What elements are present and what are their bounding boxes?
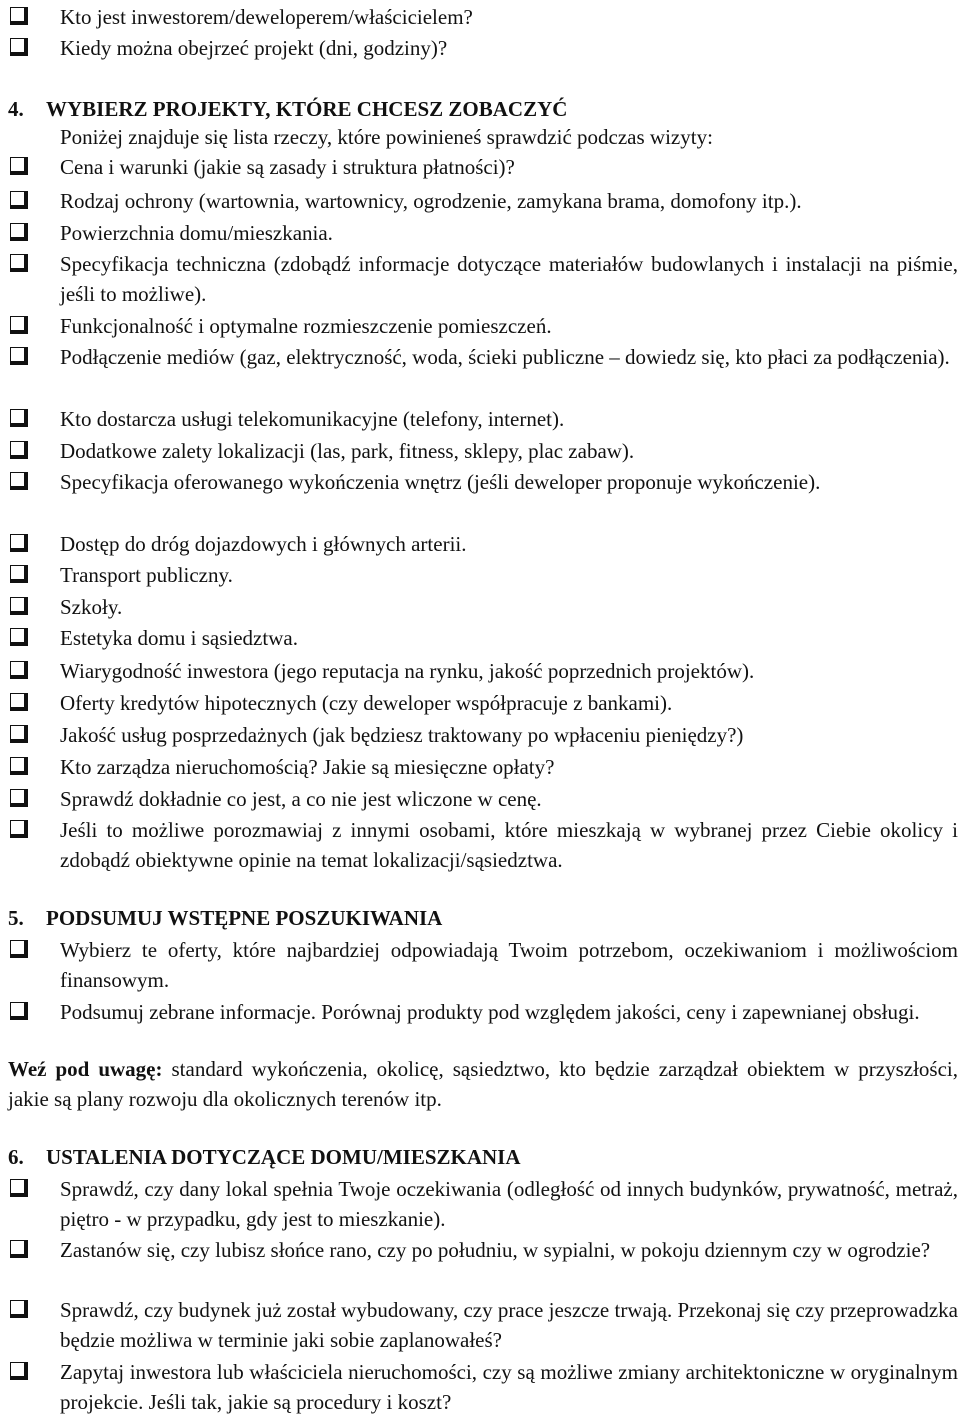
checklist-item bbox=[0, 815, 958, 875]
checklist-item-text: Wybierz te oferty, które najbardziej odpowiadają Twoim potrzebom, oczekiwaniom i możliwościom finansowym. bbox=[60, 938, 958, 992]
checklist-item bbox=[0, 560, 958, 590]
checkbox-icon[interactable] bbox=[10, 347, 28, 365]
checklist-item-text: Sprawdź dokładnie co jest, a co nie jest wliczone w cenę. bbox=[60, 787, 542, 811]
checklist-item bbox=[0, 720, 958, 750]
section-heading-6 bbox=[8, 1142, 521, 1172]
checkbox-icon[interactable] bbox=[10, 472, 28, 490]
checklist-item-text: Zastanów się, czy lubisz słońce rano, czy po południu, w sypialni, w pokoju dziennym czy w ogrodzie? bbox=[60, 1238, 931, 1262]
checklist-item-text: Sprawdź, czy budynek już został wybudowany, czy prace jeszcze trwają. Przekonaj się czy przeprowadzka będzie możliwa w terminie jaki sobie zaplanowałeś? bbox=[60, 1298, 958, 1352]
checklist-item bbox=[0, 1235, 958, 1265]
checklist-item bbox=[0, 436, 958, 466]
checklist-item-text: Zapytaj inwestora lub właściciela nieruchomości, czy są możliwe zmiany architektoniczne w oryginalnym projekcie. Jeśli tak, jakie są procedury i koszt? bbox=[60, 1360, 958, 1414]
checklist-item-text: Dostęp do dróg dojazdowych i głównych arterii. bbox=[60, 532, 467, 556]
checkbox-icon[interactable] bbox=[10, 38, 28, 56]
checklist-item-text: Kto dostarcza usługi telekomunikacyjne (telefony, internet). bbox=[60, 407, 565, 431]
checklist-item-text: Podsumuj zebrane informacje. Porównaj produkty pod względem jakości, ceny i zapewnianej obsługi. bbox=[60, 1000, 920, 1024]
checkbox-icon[interactable] bbox=[10, 628, 28, 646]
checklist-item-text: Podłączenie mediów (gaz, elektryczność, woda, ścieki publiczne – dowiedz się, kto płaci za podłączenia). bbox=[60, 345, 950, 369]
checkbox-icon[interactable] bbox=[10, 441, 28, 459]
checklist-item-text: Jeśli to możliwe porozmawiaj z innymi osobami, które mieszkają w wybranej przez Ciebie okolicy i zdobądź obiektywne opinie na temat lokalizacji/sąsiedztwa. bbox=[60, 818, 958, 872]
checkbox-icon[interactable] bbox=[10, 940, 28, 958]
checklist-item-text: Powierzchnia domu/mieszkania. bbox=[60, 221, 333, 245]
checkbox-icon[interactable] bbox=[10, 254, 28, 272]
checklist-item-text: Kto zarządza nieruchomością? Jakie są miesięczne opłaty? bbox=[60, 755, 555, 779]
checklist-item bbox=[0, 152, 958, 182]
checkbox-icon[interactable] bbox=[10, 693, 28, 711]
note-text: standard wykończenia, okolicę, sąsiedztwo, kto będzie zarządzał obiektem w przyszłości, jakie są plany rozwoju dla okolicznych terenów itp. bbox=[8, 1057, 959, 1111]
section-title: WYBIERZ PROJEKTY, KTÓRE CHCESZ ZOBACZYĆ bbox=[46, 97, 568, 121]
checklist-item-text: Specyfikacja techniczna (zdobądź informacje dotyczące materiałów budowlanych i instalacji na piśmie, jeśli to możliwe). bbox=[60, 252, 958, 306]
section-number: 6. bbox=[8, 1145, 24, 1169]
checkbox-icon[interactable] bbox=[10, 1179, 28, 1197]
checklist-item bbox=[0, 752, 958, 782]
checkbox-icon[interactable] bbox=[10, 661, 28, 679]
section-heading-4 bbox=[8, 94, 567, 124]
checklist-item-text: Rodzaj ochrony (wartownia, wartownicy, ogrodzenie, zamykana brama, domofony itp.). bbox=[60, 189, 802, 213]
section-number: 4. bbox=[8, 97, 24, 121]
checklist-item bbox=[0, 186, 958, 216]
checkbox-icon[interactable] bbox=[10, 157, 28, 175]
checklist-item-text: Jakość usług posprzedażnych (jak będziesz traktowany po wpłaceniu pieniędzy?) bbox=[60, 723, 744, 747]
checkbox-icon[interactable] bbox=[10, 1002, 28, 1020]
checkbox-icon[interactable] bbox=[10, 223, 28, 241]
checklist-item bbox=[0, 1174, 958, 1234]
checklist-item bbox=[0, 688, 958, 718]
checkbox-icon[interactable] bbox=[10, 316, 28, 334]
checkbox-icon[interactable] bbox=[10, 409, 28, 427]
checkbox-icon[interactable] bbox=[10, 725, 28, 743]
checkbox-icon[interactable] bbox=[10, 820, 28, 838]
checklist-item-text: Specyfikacja oferowanego wykończenia wnętrz (jeśli deweloper proponuje wykończenie). bbox=[60, 470, 821, 494]
checkbox-icon[interactable] bbox=[10, 1240, 28, 1258]
checkbox-icon[interactable] bbox=[10, 1300, 28, 1318]
checkbox-icon[interactable] bbox=[10, 597, 28, 615]
checklist-item bbox=[0, 935, 958, 995]
checkbox-icon[interactable] bbox=[10, 789, 28, 807]
note-paragraph bbox=[8, 1054, 958, 1114]
checklist-item-text: Szkoły. bbox=[60, 595, 123, 619]
checklist-item bbox=[0, 218, 958, 248]
checkbox-icon[interactable] bbox=[10, 565, 28, 583]
checklist-item bbox=[0, 997, 958, 1027]
section-title: USTALENIA DOTYCZĄCE DOMU/MIESZKANIA bbox=[46, 1145, 521, 1169]
checklist-item bbox=[0, 467, 958, 497]
checklist-item bbox=[0, 342, 958, 372]
section-title: PODSUMUJ WSTĘPNE POSZUKIWANIA bbox=[46, 906, 443, 930]
checkbox-icon[interactable] bbox=[10, 191, 28, 209]
section-intro: Poniżej znajduje się lista rzeczy, które powinieneś sprawdzić podczas wizyty: bbox=[60, 125, 713, 149]
checklist-item bbox=[0, 404, 958, 434]
checklist-item bbox=[0, 623, 958, 653]
checklist-item bbox=[0, 784, 958, 814]
section-heading-5 bbox=[8, 903, 442, 933]
checklist-item-text: Funkcjonalność i optymalne rozmieszczenie pomieszczeń. bbox=[60, 314, 552, 338]
checklist-item bbox=[0, 2, 958, 32]
section-number: 5. bbox=[8, 906, 24, 930]
checkbox-icon[interactable] bbox=[10, 757, 28, 775]
checklist-item bbox=[0, 592, 958, 622]
checklist-item-text: Wiarygodność inwestora (jego reputacja na rynku, jakość poprzednich projektów). bbox=[60, 659, 755, 683]
checklist-item bbox=[0, 249, 958, 309]
checklist-item-text: Oferty kredytów hipotecznych (czy deweloper współpracuje z bankami). bbox=[60, 691, 673, 715]
checklist-item-text: Transport publiczny. bbox=[60, 563, 233, 587]
checkbox-icon[interactable] bbox=[10, 534, 28, 552]
checklist-item bbox=[0, 656, 958, 686]
checkbox-icon[interactable] bbox=[10, 7, 28, 25]
checklist-item-text: Kto jest inwestorem/deweloperem/właścicielem? bbox=[60, 5, 473, 29]
checklist-item-text: Cena i warunki (jakie są zasady i struktura płatności)? bbox=[60, 155, 515, 179]
checklist-item-text: Kiedy można obejrzeć projekt (dni, godziny)? bbox=[60, 36, 448, 60]
note-label: Weź pod uwagę: bbox=[8, 1057, 163, 1081]
checkbox-icon[interactable] bbox=[10, 1362, 28, 1380]
checklist-item-text: Estetyka domu i sąsiedztwa. bbox=[60, 626, 298, 650]
checklist-item bbox=[0, 311, 958, 341]
checklist-item bbox=[0, 529, 958, 559]
checklist-item bbox=[0, 33, 958, 63]
checklist-item bbox=[0, 1357, 958, 1417]
checklist-item-text: Dodatkowe zalety lokalizacji (las, park, fitness, sklepy, plac zabaw). bbox=[60, 439, 635, 463]
checklist-item-text: Sprawdź, czy dany lokal spełnia Twoje oczekiwania (odległość od innych budynków, prywatność, metraż, piętro - w przypadku, gdy jest to mieszkanie). bbox=[60, 1177, 958, 1231]
checklist-item bbox=[0, 1295, 958, 1355]
